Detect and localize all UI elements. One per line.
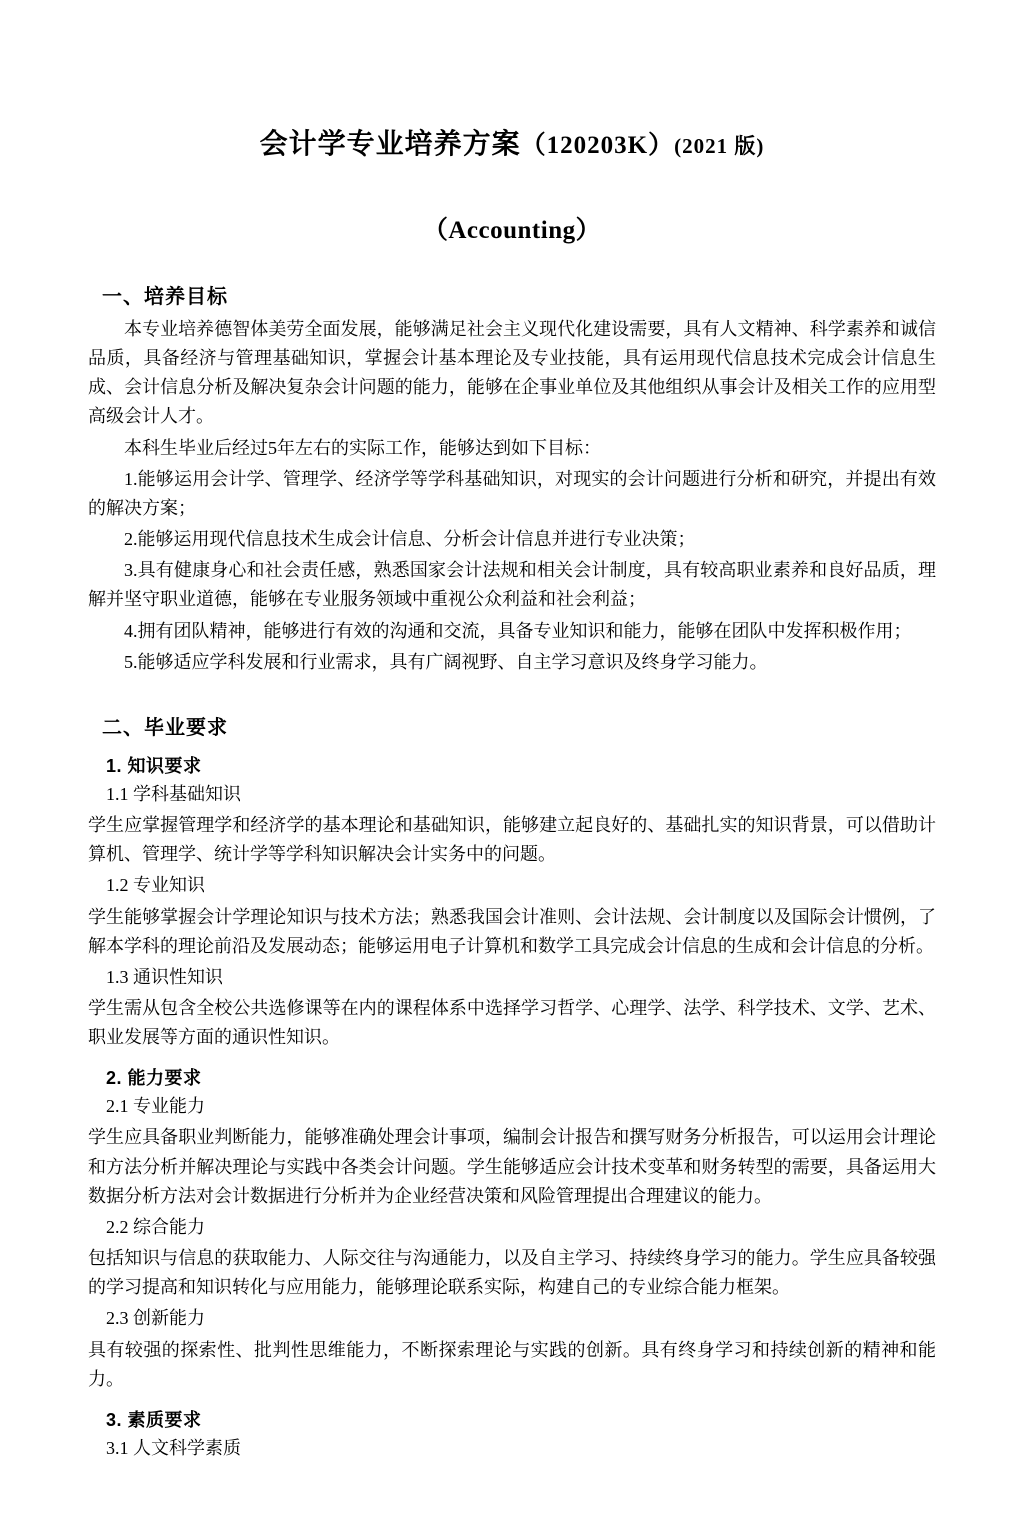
item-text-1-1: 学生应掌握管理学和经济学的基本理论和基础知识，能够建立起良好的、基础扎实的知识背景，可以借助计算机、管理学、统计学等学科知识解决会计实务中的问题。 <box>88 815 936 865</box>
section-1-goal-2: 2.能够运用现代信息技术生成会计信息、分析会计信息并进行专业决策； <box>124 529 696 550</box>
subsection-heading-quality: 3. 素质要求 <box>106 1409 202 1430</box>
item-label-2-1: 2.1 专业能力 <box>106 1096 205 1117</box>
item-label-1-1: 1.1 学科基础知识 <box>106 783 241 804</box>
subsection-heading-ability: 2. 能力要求 <box>106 1068 202 1089</box>
item-label-3-1: 3.1 人文科学素质 <box>106 1437 241 1458</box>
page-title-version: (2021 版) <box>674 134 765 158</box>
page-subtitle: （Accounting） <box>422 217 602 244</box>
section-heading-1: 一、培养目标 <box>102 286 228 308</box>
section-1-paragraph-2: 本科生毕业后经过5年左右的实际工作，能够达到如下目标： <box>124 437 601 458</box>
section-1-goal-3: 3.具有健康身心和社会责任感，熟悉国家会计法规和相关会计制度，具有较高职业素养和良好品质，理解并坚守职业道德，能够在专业服务领域中重视公众利益和社会利益； <box>88 560 936 610</box>
page-title-main: 会计学专业培养方案 <box>259 129 521 160</box>
subsection-heading-knowledge: 1. 知识要求 <box>106 755 202 776</box>
section-1-paragraph-1: 本专业培养德智体美劳全面发展，能够满足社会主义现代化建设需要，具有人文精神、科学素养和诚信品质，具备经济与管理基础知识，掌握会计基本理论及专业技能，具有运用现代信息技术完成会计信息生成、会计信息分析及解决复杂会计问题的能力，能够在企事业单位及其他组织从事会计及相关工作的应用型高级会计人才。 <box>88 319 936 427</box>
item-label-1-2: 1.2 专业知识 <box>106 875 205 896</box>
page-title <box>88 124 936 166</box>
item-text-1-2: 学生能够掌握会计学理论知识与技术方法；熟悉我国会计准则、会计法规、会计制度以及国际会计惯例，了解本学科的理论前沿及发展动态；能够运用电子计算机和数学工具完成会计信息的生成和会计信息的分析。 <box>88 906 936 956</box>
item-text-2-3: 具有较强的探索性、批判性思维能力，不断探索理论与实践的创新。具有终身学习和持续创新的精神和能力。 <box>88 1339 936 1389</box>
section-1-goal-1: 1.能够运用会计学、管理学、经济学等学科基础知识，对现实的会计问题进行分析和研究，并提出有效的解决方案； <box>88 468 936 518</box>
section-heading-2: 二、毕业要求 <box>102 716 228 739</box>
item-label-2-2: 2.2 综合能力 <box>106 1216 205 1237</box>
item-text-2-2: 包括知识与信息的获取能力、人际交往与沟通能力，以及自主学习、持续终身学习的能力。学生应具备较强的学习提高和知识转化与应用能力，能够理论联系实际，构建自己的专业综合能力框架。 <box>88 1248 936 1298</box>
item-label-1-3: 1.3 通识性知识 <box>106 966 223 987</box>
section-1-goal-5: 5.能够适应学科发展和行业需求，具有广阔视野、自主学习意识及终身学习能力。 <box>124 651 768 672</box>
item-text-1-3: 学生需从包含全校公共选修课等在内的课程体系中选择学习哲学、心理学、法学、科学技术、文学、艺术、职业发展等方面的通识性知识。 <box>88 997 936 1048</box>
item-text-2-1: 学生应具备职业判断能力，能够准确处理会计事项，编制会计报告和撰写财务分析报告，可以运用会计理论和方法分析并解决理论与实践中各类会计问题。学生能够适应会计技术变革和财务转型的需要，具备运用大数据分析方法对会计数据进行分析并为企业经营决策和风险管理提出合理建议的能力。 <box>88 1127 936 1206</box>
item-label-2-3: 2.3 创新能力 <box>106 1308 205 1329</box>
section-1-goal-4: 4.拥有团队精神，能够进行有效的沟通和交流，具备专业知识和能力，能够在团队中发挥积极作用； <box>124 620 912 641</box>
page-title-code: （120203K） <box>520 132 675 159</box>
